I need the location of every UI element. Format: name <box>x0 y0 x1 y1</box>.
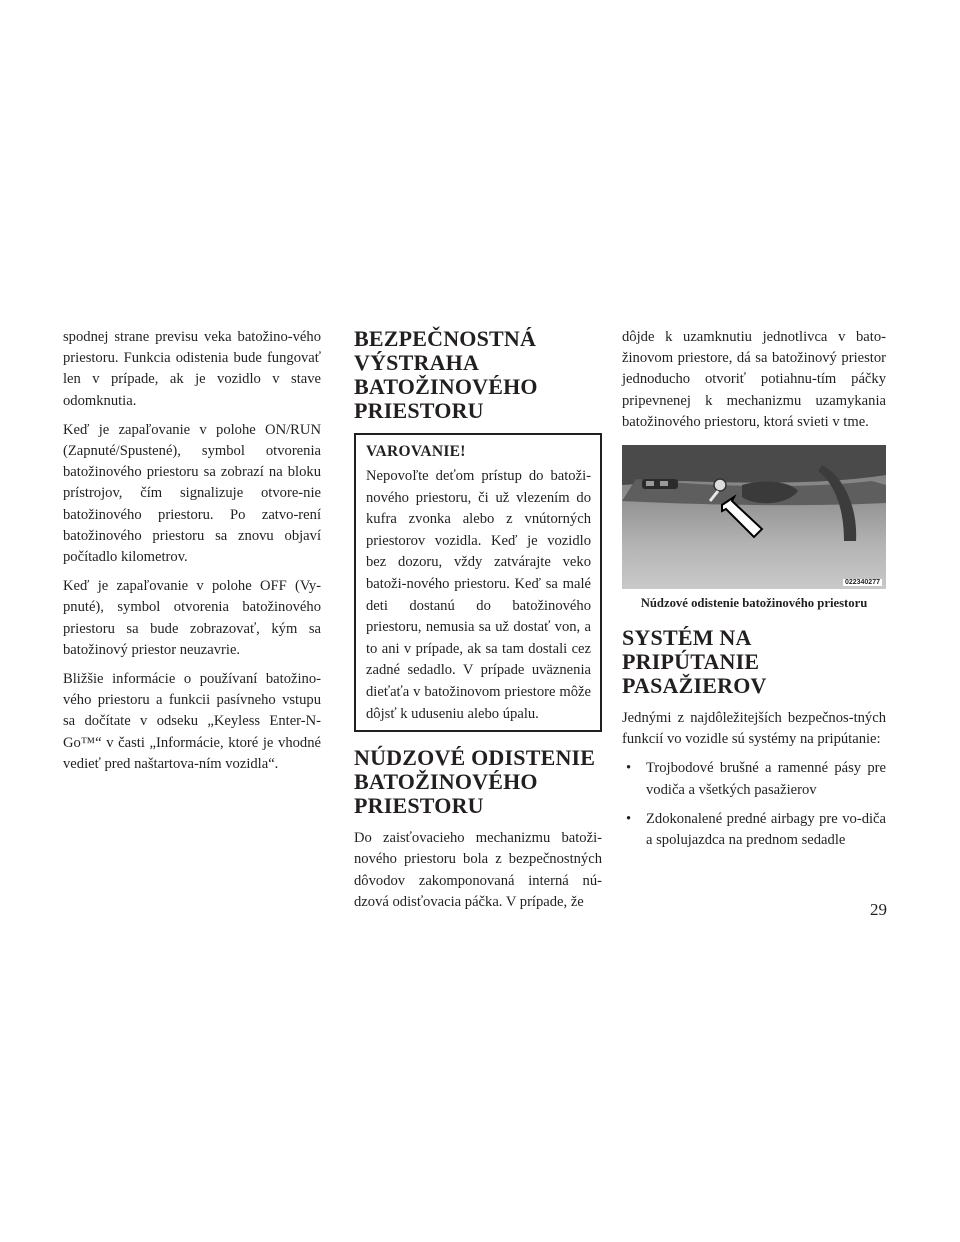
paragraph-trunk-release-function: spodnej strane previsu veka batožino-vého priestoru. Funkcia odistenia bude fungovať len v prípade, ak je vozidlo v stave odomknutia. <box>63 329 321 409</box>
paragraph-emergency-release-continued: dôjde k uzamknutiu jednotlivca v bato-žinovom priestore, dá sa batožinový priestor jednoducho otvoriť potiahnu-tím páčky pripevnenej k mechanizmu uzamykania batožinového priestoru, ktorá svieti v tme. <box>622 329 886 430</box>
figure-caption: Núdzové odistenie batožinového priestoru <box>640 596 868 611</box>
page-number: 29 <box>870 900 887 919</box>
figure-code: 022340277 <box>844 579 880 587</box>
trunk-release-photo <box>622 445 886 589</box>
paragraph-restraint-intro: Jednými z najdôležitejších bezpečnos-tných funkcií vo vozidle sú systémy na pripútanie: <box>622 710 886 748</box>
paragraph-keyless-reference: Bližšie informácie o používaní batožino-vého priestoru a funkcii pasívneho vstupu sa dočítate v odseku „Keyless Enter-N-Go™“ v časti „Informácie, ktoré je vhodné vedieť pred naštartova-ním vozidla“. <box>63 671 321 772</box>
trunk-interior-illustration <box>622 445 886 589</box>
middle-column <box>354 327 602 921</box>
bullet-icon: • <box>626 760 632 777</box>
paragraph-emergency-release: Do zaisťovacieho mechanizmu batoži-nového priestoru bola z bezpečnostných dôvodov zakomponovaná interná nú-dzová odisťovacia páčka. V prípade, že <box>354 830 602 910</box>
list-item: • Trojbodové brušné a ramenné pásy pre vodiča a všetkých pasažierov <box>626 760 886 798</box>
heading-emergency-trunk-release: NÚDZOVÉ ODISTENIE BATOŽINOVÉHO PRIESTORU <box>354 745 596 819</box>
right-column <box>622 327 886 859</box>
bullet-icon: • <box>626 810 632 827</box>
left-column <box>63 327 321 783</box>
paragraph-trunk-open-symbol-on: Keď je zapaľovanie v polohe ON/RUN (Zapnuté/Spustené), symbol otvorenia batožinového priestoru sa zobrazí na bloku prístrojov, čím signalizuje otvore-nie batožinového priestoru. Po zatvo-rení batožinového priestoru sa znovu objaví počítadlo kilometrov. <box>63 421 321 566</box>
heading-trunk-safety-warning: BEZPEČNOSTNÁ VÝSTRAHA BATOŽINOVÉHO PRIESTORU <box>354 326 538 423</box>
warning-box <box>354 433 602 732</box>
restraint-list <box>622 758 886 851</box>
paragraph-trunk-open-symbol-off: Keď je zapaľovanie v polohe OFF (Vy-pnuté), symbol otvorenia batožinového priestoru sa bude zobrazovať, kým sa batožinový priestor neuzavrie. <box>63 578 321 658</box>
list-item: • Zdokonalené predné airbagy pre vo-diča a spolujazdca na prednom sedadle <box>626 810 886 849</box>
heading-occupant-restraint-systems: SYSTÉM NA PRIPÚTANIE PASAŽIEROV <box>622 625 767 699</box>
warning-title: VAROVANIE! <box>366 443 466 460</box>
warning-text: Nepovoľte deťom prístup do batoži-nového priestoru, či už vlezením do kufra zvonka alebo z vnútorných priestorov vozidla. Keď je vozidlo bez dozoru, vždy zatvárajte veko batoži-nového priestoru. Keď sa malé deti dostanú do batožinového priestoru, nemusia sa už dostať von, a to ani v prípade, ak sa tam dostali cez zadné sedadlo. V prípade uväznenia dieťaťa v batožinovom priestore môže dôjsť k uduseniu alebo úpalu. <box>366 468 591 722</box>
